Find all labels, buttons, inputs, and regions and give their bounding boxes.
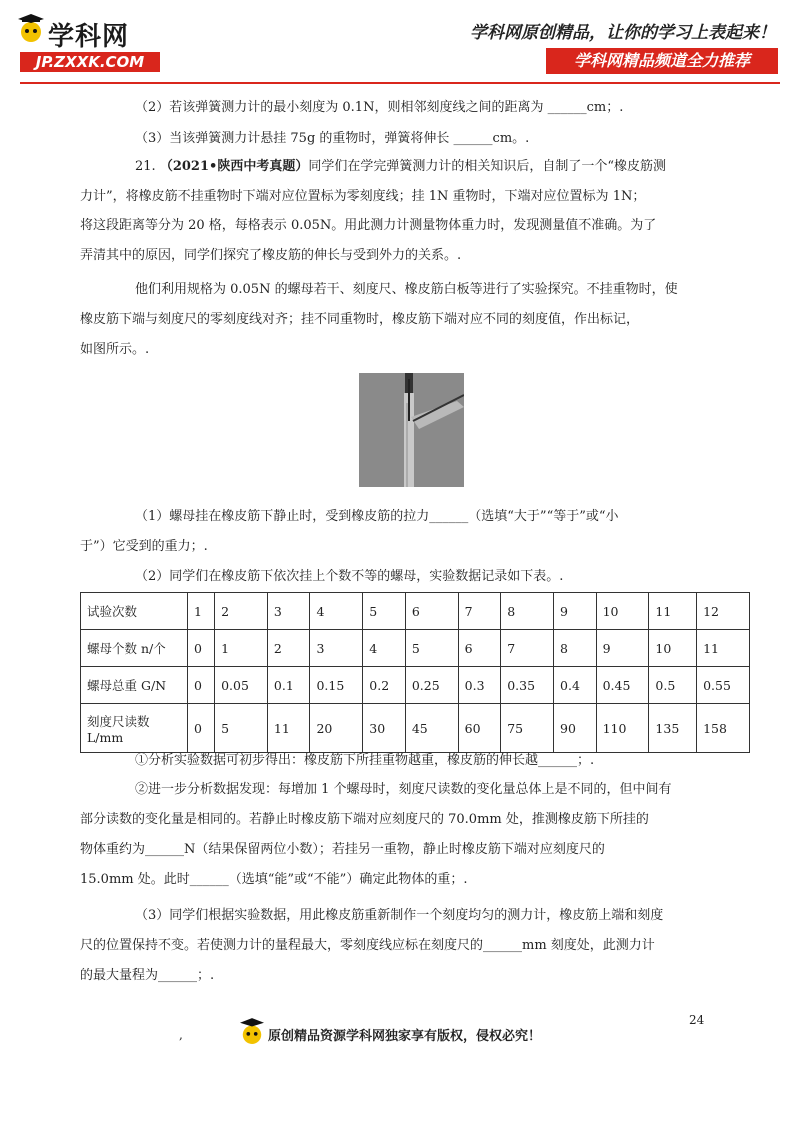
table-cell: 60: [458, 704, 501, 753]
text-line: （3）同学们根据实验数据，用此橡皮筋重新制作一个刻度均匀的测力计，橡皮筋上端和刻度: [135, 908, 664, 923]
table-cell: 2: [267, 630, 310, 667]
table-cell: 0.25: [405, 667, 458, 704]
table-cell: 135: [649, 704, 697, 753]
table-cell: 158: [697, 704, 750, 753]
header-slogan: 学科网原创精品，让你的学习上表起来！: [470, 23, 776, 43]
table-cell: 20: [310, 704, 363, 753]
table-cell: 11: [697, 630, 750, 667]
table-cell: 0.4: [554, 667, 597, 704]
table-cell: 0.35: [501, 667, 554, 704]
header-divider: [20, 82, 780, 84]
footer-copyright: 原创精品资源学科网独家享有版权，侵权必究！: [268, 1029, 542, 1044]
mascot-icon: [18, 14, 44, 44]
table-cell: 6: [405, 593, 458, 630]
text-line: 物体重约为______N（结果保留两位小数）；若挂另一重物，静止时橡皮筋下端对应刻度尺的: [80, 842, 605, 857]
text-line: （1）螺母挂在橡皮筋下静止时，受到橡皮筋的拉力______（选填“大于”“等于”或“小: [135, 509, 619, 524]
table-cell: 12: [697, 593, 750, 630]
experiment-photo: [359, 373, 464, 487]
text-line: 的最大量程为______；.: [80, 968, 215, 983]
table-cell: 6: [458, 630, 501, 667]
table-cell: 45: [405, 704, 458, 753]
table-cell: 10: [596, 593, 649, 630]
text-line: 部分读数的变化量是相同的。若静止时橡皮筋下端对应刻度尺的 70.0mm 处，推测橡皮筋下所挂的: [80, 812, 649, 827]
text-line: 力计”，将橡皮筋不挂重物时下端对应位置标为零刻度线；挂 1N 重物时，下端对应位置标为 1N；: [80, 189, 646, 204]
table-cell: 11: [649, 593, 697, 630]
table-cell: 11: [267, 704, 310, 753]
question-21-header: [135, 158, 666, 176]
mascot-icon: [240, 1018, 264, 1046]
text-line: 如图所示。.: [80, 342, 150, 357]
table-row: [81, 667, 750, 704]
table-cell: 1: [215, 630, 268, 667]
table-cell: 0: [188, 667, 215, 704]
table-cell: 0.05: [215, 667, 268, 704]
table-cell: 0.5: [649, 667, 697, 704]
table-cell: 0: [188, 704, 215, 753]
text-line: 尺的位置保持不变。若使测力计的量程最大，零刻度线应标在刻度尺的______mm 刻度处，此测力计: [80, 938, 655, 953]
text-line: ①分析实验数据可初步得出：橡皮筋下所挂重物越重，橡皮筋的伸长越______；.: [135, 753, 595, 768]
table-cell: 0.1: [267, 667, 310, 704]
table-cell: 4: [310, 593, 363, 630]
text-line: （3）当该弹簧测力计悬挂 75g 的重物时，弹簧将伸长 ______cm。.: [135, 131, 530, 146]
question-source: （2021•陕西中考真题）: [159, 159, 309, 174]
table-cell: 0: [188, 630, 215, 667]
table-row: [81, 704, 750, 753]
row-header: 螺母个数 n/个: [81, 630, 188, 667]
table-cell: 0.3: [458, 667, 501, 704]
text-line: 弄清其中的原因，同学们探究了橡皮筋的伸长与受到外力的关系。.: [80, 248, 462, 263]
logo-domain: JP.ZXXK.COM: [20, 52, 160, 72]
text-line: 橡皮筋下端与刻度尺的零刻度线对齐；挂不同重物时，橡皮筋下端对应不同的刻度值，作出标记，: [80, 312, 640, 327]
table-cell: 8: [501, 593, 554, 630]
row-header: 刻度尺读数 L/mm: [81, 704, 188, 753]
table-cell: 1: [188, 593, 215, 630]
table-cell: 110: [596, 704, 649, 753]
table-cell: 30: [363, 704, 406, 753]
table-cell: 90: [554, 704, 597, 753]
table-cell: 7: [458, 593, 501, 630]
question-number: 21.: [135, 159, 156, 174]
text-line: （2）若该弹簧测力计的最小刻度为 0.1N，则相邻刻度线之间的距离为 ______cm；.: [135, 100, 624, 115]
page-number: 24: [689, 1013, 705, 1027]
table-cell: 3: [267, 593, 310, 630]
table-cell: 10: [649, 630, 697, 667]
text-line: 他们利用规格为 0.05N 的螺母若干、刻度尺、橡皮筋白板等进行了实验探究。不挂重物时，使: [135, 282, 678, 297]
table-cell: 0.55: [697, 667, 750, 704]
table-cell: 0.45: [596, 667, 649, 704]
footer-mark: ,: [179, 1028, 183, 1042]
question-text: 同学们在学完弹簧测力计的相关知识后，自制了一个“橡皮筋测: [308, 159, 666, 174]
table-cell: 7: [501, 630, 554, 667]
table-cell: 0.2: [363, 667, 406, 704]
table-cell: 9: [596, 630, 649, 667]
table-row: [81, 593, 750, 630]
table-cell: 2: [215, 593, 268, 630]
text-line: 将这段距离等分为 20 格，每格表示 0.05N。用此测力计测量物体重力时，发现测量值不准确。为了: [80, 218, 657, 233]
table-row: [81, 630, 750, 667]
table-cell: 5: [363, 593, 406, 630]
text-line: 于”）它受到的重力；.: [80, 539, 208, 554]
table-cell: 0.15: [310, 667, 363, 704]
text-line: （2）同学们在橡皮筋下依次挂上个数不等的螺母，实验数据记录如下表。.: [135, 569, 564, 584]
table-cell: 3: [310, 630, 363, 667]
table-cell: 75: [501, 704, 554, 753]
text-line: ②进一步分析数据发现：每增加 1 个螺母时，刻度尺读数的变化量总体上是不同的，但中间有: [135, 782, 672, 797]
logo-text: 学科网: [48, 22, 130, 52]
table-cell: 4: [363, 630, 406, 667]
row-header: 螺母总重 G/N: [81, 667, 188, 704]
data-table: [80, 592, 750, 753]
table-cell: 9: [554, 593, 597, 630]
row-header: 试验次数: [81, 593, 188, 630]
header-banner: 学科网精品频道全力推荐: [546, 48, 778, 74]
text-line: 15.0mm 处。此时______（选填“能”或“不能”）确定此物体的重；.: [80, 872, 468, 887]
table-cell: 8: [554, 630, 597, 667]
table-cell: 5: [405, 630, 458, 667]
table-cell: 5: [215, 704, 268, 753]
